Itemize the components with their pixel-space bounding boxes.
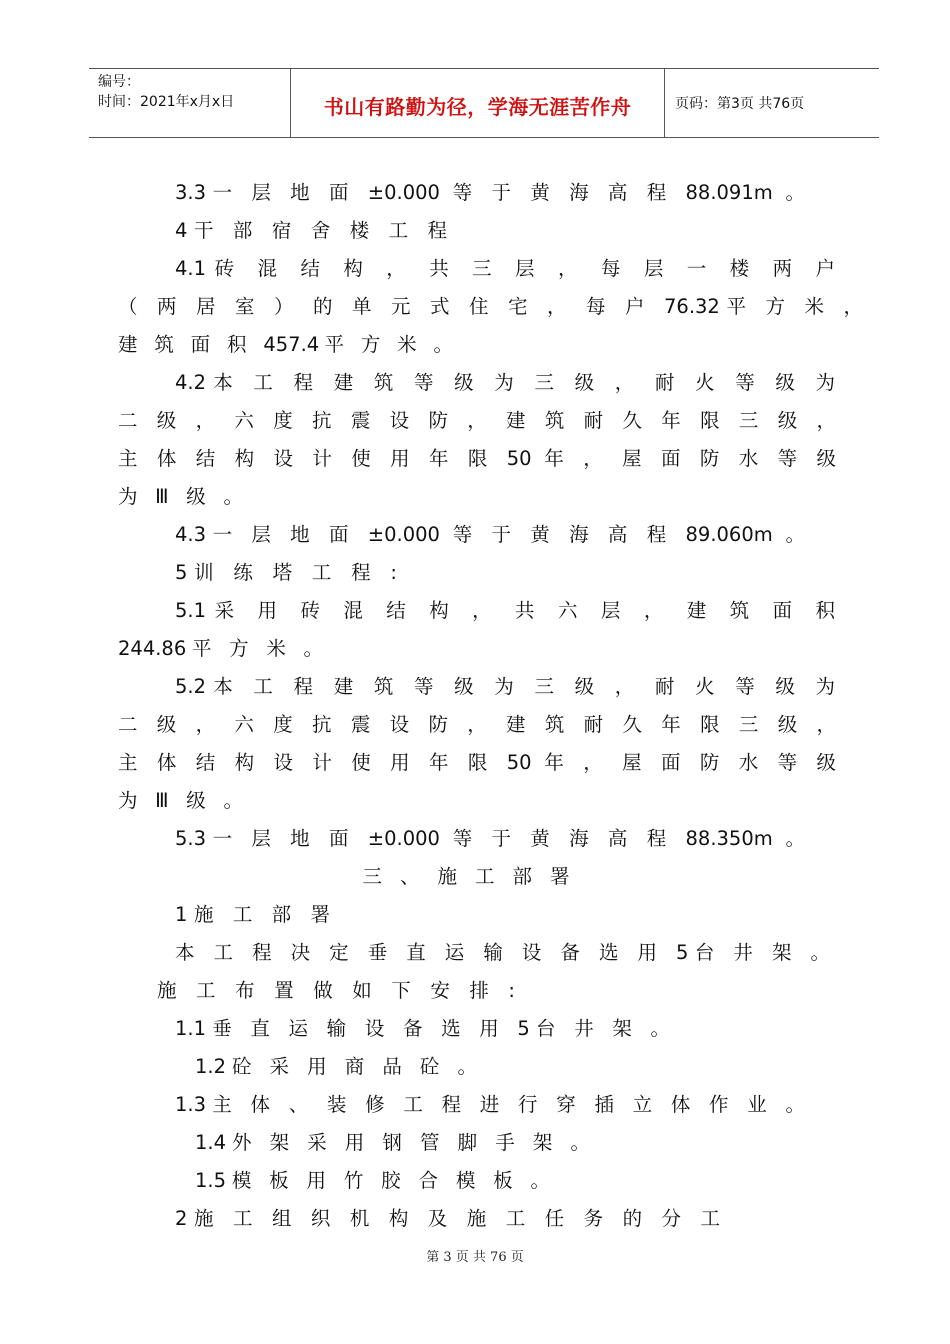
paragraph-line: 施 工 布 置 做 如 下 安 排 : [157,979,515,1002]
header-meta [98,72,234,112]
header-motto: 书山有路勤为径，学海无涯苦作舟 [323,95,632,119]
paragraph-line: 二 级 ， 六 度 抗 震 设 防 ， 建 筑 耐 久 年 限 三 级 ， [118,409,836,432]
paragraph-line: 为 Ⅲ 级 。 [118,789,243,812]
paragraph-line: 5.1采 用 砖 混 结 构 ， 共 六 层 ， 建 筑 面 积 [175,599,835,622]
paragraph-line: 主 体 结 构 设 计 使 用 年 限 50 年 ， 屋 面 防 水 等 级 [118,447,836,470]
paragraph-line: 3.3一 层 地 面 ±0.000 等 于 黄 海 高 程 88.091m 。 [175,181,805,204]
header-table [89,68,879,138]
paragraph-line: （ 两 居 室 ） 的 单 元 式 住 宅 ， 每 户 76.32平 方 米 ， [118,295,863,318]
paragraph-line: 为 Ⅲ 级 。 [118,485,243,508]
paragraph-line: 1.1垂 直 运 输 设 备 选 用 5台 井 架 。 [175,1017,670,1040]
header-page-label: 页码：第3页 共76页 [675,96,805,112]
section-heading: 1施 工 部 署 [175,903,330,926]
time-label: 时间：2021年x月x日 [98,94,235,110]
paragraph-line: 1.2砼 采 用 商 品 砼 。 [195,1055,477,1078]
paragraph-line: 二 级 ， 六 度 抗 震 设 防 ， 建 筑 耐 久 年 限 三 级 ， [118,713,836,736]
header-divider [664,69,665,137]
paragraph-line: 5.3一 层 地 面 ±0.000 等 于 黄 海 高 程 88.350m 。 [175,827,805,850]
page-footer: 第 3 页 共 76 页 [426,1250,524,1265]
section-heading: 4干 部 宿 舍 楼 工 程 [175,219,447,242]
paragraph-line: 建 筑 面 积 457.4平 方 米 。 [118,333,453,356]
paragraph-line: 1.5模 板 用 竹 胶 合 模 板 。 [195,1169,550,1192]
paragraph-line: 1.4外 架 采 用 钢 管 脚 手 架 。 [195,1131,590,1154]
paragraph-line: 本 工 程 决 定 垂 直 运 输 设 备 选 用 5台 井 架 。 [175,941,830,964]
chapter-heading: 三、施工部署 [362,865,588,888]
paragraph-line: 主 体 结 构 设 计 使 用 年 限 50 年 ， 屋 面 防 水 等 级 [118,751,836,774]
paragraph-line: 4.3一 层 地 面 ±0.000 等 于 黄 海 高 程 89.060m 。 [175,523,805,546]
paragraph-line: 1.3主 体 、 装 修 工 程 进 行 穿 插 立 体 作 业 。 [175,1093,805,1116]
paragraph-line: 4.2本 工 程 建 筑 等 级 为 三 级 ， 耐 火 等 级 为 [175,371,835,394]
paragraph-line: 5.2本 工 程 建 筑 等 级 为 三 级 ， 耐 火 等 级 为 [175,675,835,698]
section-heading: 2施 工 组 织 机 构 及 施 工 任 务 的 分 工 [175,1207,720,1230]
section-heading: 5训 练 塔 工 程 : [175,561,397,584]
paragraph-line: 244.86平 方 米 。 [118,637,323,660]
number-label: 编号： [98,74,140,90]
paragraph-line: 4.1砖 混 结 构 ， 共 三 层 ， 每 层 一 楼 两 户 [175,257,835,280]
